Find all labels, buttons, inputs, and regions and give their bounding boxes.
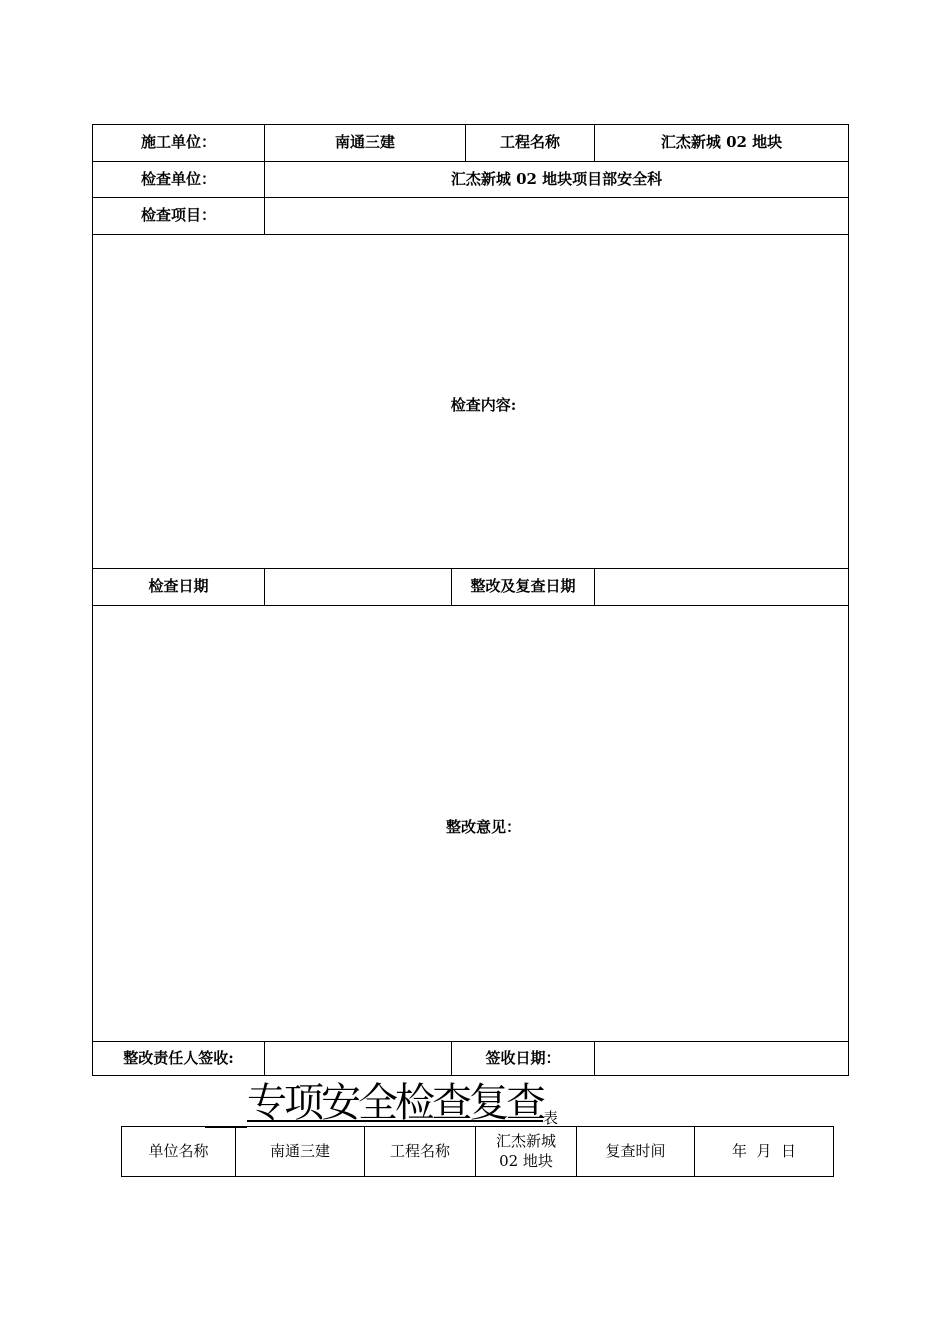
rectify-date-value[interactable] [595,569,849,606]
inspection-item-label: 检查项目： [93,198,265,235]
review-project-name-label: 工程名称 [365,1127,476,1177]
review-table [121,1126,834,1177]
responsible-person-label: 整改责任人签收: [93,1042,265,1076]
review-unit-name-label: 单位名称 [122,1127,236,1177]
receipt-date-value[interactable] [595,1042,849,1076]
inspection-content-label: 检查内容: [450,395,517,414]
inspection-date-label: 检查日期 [93,569,265,606]
review-title [205,1071,625,1127]
project-name-label: 工程名称 [466,125,595,162]
review-title-main: 专项安全检查复查 [247,1080,543,1126]
construction-unit-value: 南通三建 [265,125,466,162]
review-time-label: 复查时间 [577,1127,695,1177]
inspection-form-table [92,124,849,1076]
title-underline-lead [205,1080,247,1128]
receipt-date-label: 签收日期： [452,1042,595,1076]
inspection-unit-label: 检查单位： [93,162,265,198]
review-project-name-value [476,1127,577,1177]
inspection-date-value[interactable] [265,569,452,606]
review-project-name-line1: 汇杰新城 [495,1132,556,1150]
review-title-suffix: 表 [543,1109,559,1127]
inspection-content-cell[interactable] [93,235,849,569]
project-name-value: 汇杰新城 02 地块 [595,125,849,162]
inspection-unit-value: 汇杰新城 02 地块项目部安全科 [265,162,849,198]
review-unit-name-value: 南通三建 [236,1127,365,1177]
rectification-opinion-cell[interactable] [93,606,849,1042]
rectification-opinion-label: 整改意见： [446,817,522,836]
inspection-item-value[interactable] [265,198,849,235]
rectify-date-label: 整改及复查日期 [452,569,595,606]
review-project-name-line2: 02 地块 [499,1151,553,1170]
construction-unit-label: 施工单位： [93,125,265,162]
review-time-value[interactable]: 年 月 日 [695,1127,834,1177]
